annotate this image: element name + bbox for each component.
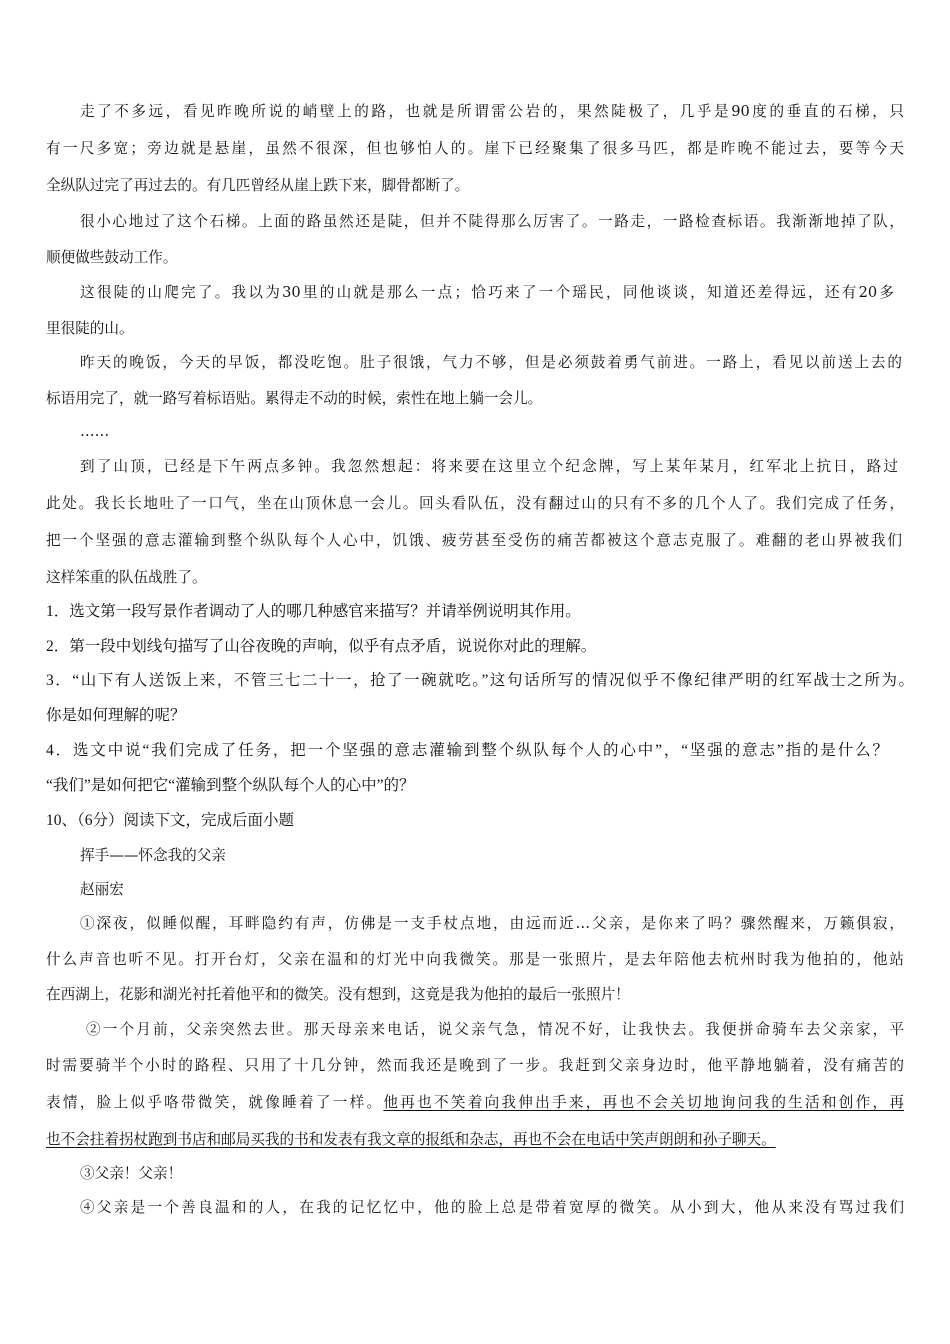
passage-1-p5-line-1: 到了山顶，已经是下午两点多钟。我忽然想起：将来要在这里立个纪念牌，写上某年某月，红军北上抗日，路过 xyxy=(80,458,898,475)
question-4-line-1: 4．选文中说“我们完成了任务，把一个坚强的意志灌输到整个纵队每个人的心中”，“坚强的意志”指的是什么？ xyxy=(46,742,888,759)
passage-1-p1-line-3: 全纵队过完了再过去的。有几匹曾经从崖上跌下来，脚骨都断了。 xyxy=(46,177,470,194)
question-4-line-2: “我们”是如何把它“灌输到整个纵队每个人的心中”的？ xyxy=(46,777,415,794)
passage-1-p1-line-2: 有一尺多宽；旁边就是悬崖，虽然不很深，但也够怕人的。崖下已经聚集了很多马匹，都是昨晚不能过去，要等今天 xyxy=(46,140,904,157)
question-3-line-1: 3．“山下有人送饭上来，不管三七二十一，抢了一碗就吃。”这句话所写的情况似乎不像纪律严明的红军战士之所为。 xyxy=(46,672,914,689)
underlined-sentence-part-2: 也不会拄着拐杖跑到书店和邮局买我的书和发表有我文章的报纸和杂志，再也不会在电话中笑声朗朗和孙子聊天。 xyxy=(46,1131,776,1148)
article-para-1-line-3: 在西湖上，花影和湖光衬托着他平和的微笑。没有想到，这竟是我为他拍的最后一张照片！ xyxy=(46,986,630,1003)
article-para-4-line-1: ④父亲是一个善良温和的人，在我的记忆忆中，他的脸上总是带着宽厚的微笑。从小到大，他从来没有骂过我们 xyxy=(80,1199,904,1216)
article-para-1-line-2: 什么声音也听不见。打开台灯，父亲在温和的灯光中向我微笑。那是一张照片，是去年陪他去杭州时我为他拍的，他站 xyxy=(46,951,904,968)
passage-1-p3-line-2: 里很陡的山。 xyxy=(46,320,134,337)
passage-1-p2-line-2: 顺便做些鼓动工作。 xyxy=(46,249,178,266)
passage-1-p5-line-4: 这样笨重的队伍战胜了。 xyxy=(46,569,207,586)
question-2: 2．第一段中划线句描写了山谷夜晚的声响，似乎有点矛盾，说说你对此的理解。 xyxy=(46,638,597,655)
article-author: 赵丽宏 xyxy=(80,881,124,898)
article-para-2-line-2: 时需要骑半个小时的路程、只用了十几分钟，然而我还是晚到了一步。我赶到父亲身边时，他平静地躺着，没有痛苦的 xyxy=(46,1057,904,1074)
passage-1-p4-line-1: 昨天的晚饭，今天的早饭，都没吃饱。肚子很饿，气力不够，但是必须鼓着勇气前进。一路上，看见以前送上去的 xyxy=(80,354,902,371)
article-para-1-line-1: ①深夜，似睡似醒，耳畔隐约有声，仿佛是一支手杖点地，由远而近…父亲，是你来了吗？骤然醒来，万籁俱寂， xyxy=(80,915,904,932)
passage-1-p5-line-2: 此处。我长长地吐了一口气，坐在山顶休息一会儿。回头看队伍，没有翻过山的只有不多的几个人了。我们完成了任务， xyxy=(46,495,904,512)
question-3-line-2: 你是如何理解的呢？ xyxy=(46,707,186,724)
article-para-2-line-3 xyxy=(46,1093,904,1113)
passage-1-p3-line-1: 这很陡的山爬完了。我以为30里的山就是那么一点；恰巧来了一个瑶民，同他谈谈，知道还差得远，还有20多 xyxy=(80,284,894,301)
section-10-heading: 10、（6分）阅读下文，完成后面小题 xyxy=(46,812,295,829)
article-para-2-line-1: ②一个月前，父亲突然去世。那天母亲来电话，说父亲气急，情况不好，让我快去。我便拼命骑车去父亲家，平 xyxy=(86,1021,904,1038)
passage-1-p5-line-3: 把一个坚强的意志灌输到整个纵队每个人心中，饥饿、疲劳甚至受伤的痛苦都被这个意志克服了。难翻的老山界被我们 xyxy=(46,532,902,549)
passage-1-ellipsis: …… xyxy=(80,423,110,440)
passage-1-p1-line-1: 走了不多远，看见昨晚所说的峭壁上的路，也就是所谓雷公岩的，果然陡极了，几乎是90度的垂直的石梯，只 xyxy=(80,103,904,120)
passage-1-p2-line-1: 很小心地过了这个石梯。上面的路虽然还是陡，但并不陡得那么厉害了。一路走，一路检查标语。我渐渐地掉了队， xyxy=(80,213,904,230)
article-para-3: ③父亲！父亲！ xyxy=(80,1165,183,1182)
article-para-2-line-3-plain: 表情，脸上似乎咯带微笑，就像睡着了一样。 xyxy=(46,1094,384,1111)
passage-1-p4-line-2: 标语用完了，就一路写着标语贴。累得走不动的时候，索性在地上躺一会儿。 xyxy=(46,390,543,407)
article-title: 挥手——怀念我的父亲 xyxy=(80,847,226,864)
underlined-sentence-part-1: 他再也不笑着向我伸出手来，再也不会关切地询问我的生活和创作，再 xyxy=(383,1094,904,1111)
question-1: 1．选文第一段写景作者调动了人的哪几种感官来描写？并请举例说明其作用。 xyxy=(46,603,581,620)
